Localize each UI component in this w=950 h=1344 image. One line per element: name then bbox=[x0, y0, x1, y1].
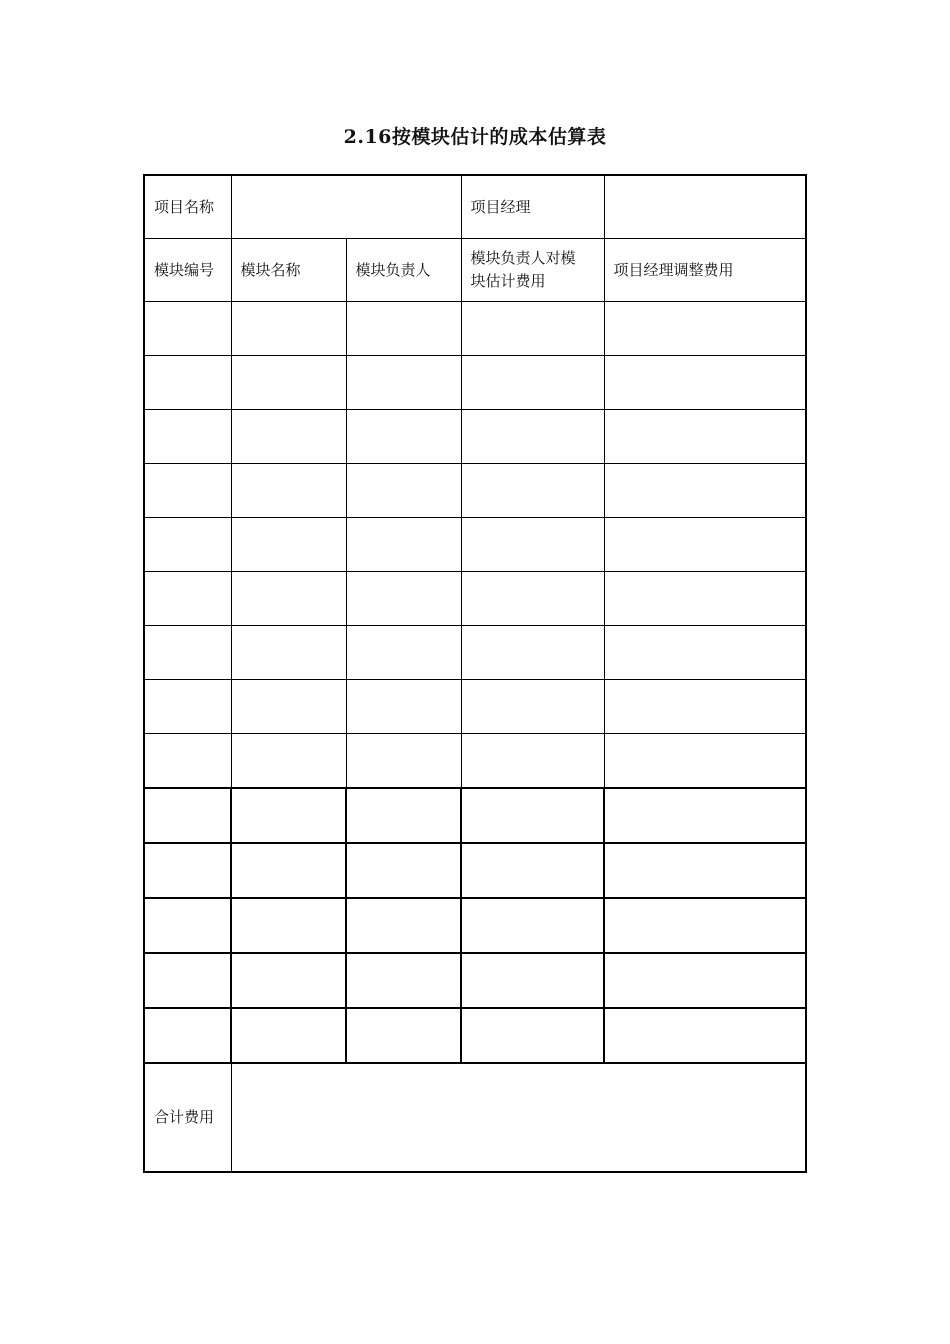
cell-module-id[interactable] bbox=[144, 843, 231, 898]
table-row bbox=[144, 1008, 806, 1063]
cell-module-name[interactable] bbox=[231, 843, 346, 898]
table-row bbox=[144, 410, 806, 464]
cell-module-name[interactable] bbox=[231, 410, 346, 464]
cell-pm-adjusted[interactable] bbox=[604, 464, 806, 518]
table-row bbox=[144, 518, 806, 572]
cell-module-owner[interactable] bbox=[346, 518, 461, 572]
cell-pm-adjusted[interactable] bbox=[604, 356, 806, 410]
cell-owner-estimate[interactable] bbox=[461, 302, 604, 356]
table-row bbox=[144, 953, 806, 1008]
cell-owner-estimate[interactable] bbox=[461, 356, 604, 410]
cell-owner-estimate[interactable] bbox=[461, 464, 604, 518]
cell-module-id[interactable] bbox=[144, 1008, 231, 1063]
cell-module-owner[interactable] bbox=[346, 898, 461, 953]
cell-owner-estimate[interactable] bbox=[461, 788, 604, 843]
page-title: 2.16按模块估计的成本估算表 bbox=[343, 126, 607, 148]
cell-module-owner[interactable] bbox=[346, 1008, 461, 1063]
cell-module-id[interactable] bbox=[144, 518, 231, 572]
cell-owner-estimate[interactable] bbox=[461, 953, 604, 1008]
cell-module-name[interactable] bbox=[231, 518, 346, 572]
cell-module-id[interactable] bbox=[144, 680, 231, 734]
cell-pm-adjusted[interactable] bbox=[604, 680, 806, 734]
cell-pm-adjusted[interactable] bbox=[604, 788, 806, 843]
cell-owner-estimate[interactable] bbox=[461, 1008, 604, 1063]
column-header-module-name: 模块名称 bbox=[231, 239, 346, 302]
table-row bbox=[144, 572, 806, 626]
cell-module-name[interactable] bbox=[231, 356, 346, 410]
cell-module-name[interactable] bbox=[231, 734, 346, 789]
project-manager-field[interactable] bbox=[604, 175, 806, 239]
cell-module-id[interactable] bbox=[144, 410, 231, 464]
cell-module-owner[interactable] bbox=[346, 843, 461, 898]
cell-module-name[interactable] bbox=[231, 953, 346, 1008]
cell-module-name[interactable] bbox=[231, 788, 346, 843]
table-row bbox=[144, 843, 806, 898]
table-row bbox=[144, 356, 806, 410]
cell-pm-adjusted[interactable] bbox=[604, 898, 806, 953]
total-row bbox=[144, 1063, 806, 1172]
cell-pm-adjusted[interactable] bbox=[604, 302, 806, 356]
cell-module-id[interactable] bbox=[144, 626, 231, 680]
cell-pm-adjusted[interactable] bbox=[604, 734, 806, 789]
table-row bbox=[144, 898, 806, 953]
project-manager-label: 项目经理 bbox=[461, 175, 604, 239]
cost-estimate-table bbox=[143, 174, 807, 1173]
cell-module-id[interactable] bbox=[144, 464, 231, 518]
cell-owner-estimate[interactable] bbox=[461, 410, 604, 464]
column-header-pm-adjusted: 项目经理调整费用 bbox=[604, 239, 806, 302]
cell-pm-adjusted[interactable] bbox=[604, 518, 806, 572]
cell-module-owner[interactable] bbox=[346, 302, 461, 356]
cell-owner-estimate[interactable] bbox=[461, 626, 604, 680]
column-header-module-id: 模块编号 bbox=[144, 239, 231, 302]
table-row bbox=[144, 734, 806, 789]
cell-module-id[interactable] bbox=[144, 572, 231, 626]
cell-pm-adjusted[interactable] bbox=[604, 953, 806, 1008]
total-field[interactable] bbox=[231, 1063, 806, 1172]
cell-pm-adjusted[interactable] bbox=[604, 1008, 806, 1063]
project-name-field[interactable] bbox=[231, 175, 461, 239]
cell-module-id[interactable] bbox=[144, 898, 231, 953]
cell-module-id[interactable] bbox=[144, 788, 231, 843]
cell-module-owner[interactable] bbox=[346, 734, 461, 789]
cell-pm-adjusted[interactable] bbox=[604, 843, 806, 898]
cell-module-name[interactable] bbox=[231, 464, 346, 518]
column-header-row bbox=[144, 239, 806, 302]
project-name-label: 项目名称 bbox=[144, 175, 231, 239]
cell-owner-estimate[interactable] bbox=[461, 572, 604, 626]
table-row bbox=[144, 680, 806, 734]
cell-module-id[interactable] bbox=[144, 953, 231, 1008]
cell-module-owner[interactable] bbox=[346, 464, 461, 518]
cell-owner-estimate[interactable] bbox=[461, 680, 604, 734]
cell-module-name[interactable] bbox=[231, 680, 346, 734]
cell-module-id[interactable] bbox=[144, 302, 231, 356]
column-header-module-owner: 模块负责人 bbox=[346, 239, 461, 302]
cell-module-name[interactable] bbox=[231, 898, 346, 953]
cell-module-id[interactable] bbox=[144, 356, 231, 410]
cell-module-name[interactable] bbox=[231, 302, 346, 356]
cell-module-owner[interactable] bbox=[346, 572, 461, 626]
cell-module-owner[interactable] bbox=[346, 788, 461, 843]
cell-owner-estimate[interactable] bbox=[461, 843, 604, 898]
cell-owner-estimate[interactable] bbox=[461, 518, 604, 572]
cell-module-owner[interactable] bbox=[346, 626, 461, 680]
table-row bbox=[144, 788, 806, 843]
cell-module-name[interactable] bbox=[231, 626, 346, 680]
cell-module-owner[interactable] bbox=[346, 410, 461, 464]
cell-module-name[interactable] bbox=[231, 572, 346, 626]
column-header-owner-estimate: 模块负责人对模块估计费用 bbox=[461, 239, 604, 302]
cell-owner-estimate[interactable] bbox=[461, 734, 604, 789]
cell-module-name[interactable] bbox=[231, 1008, 346, 1063]
cell-owner-estimate[interactable] bbox=[461, 898, 604, 953]
project-info-row bbox=[144, 175, 806, 239]
cell-module-owner[interactable] bbox=[346, 953, 461, 1008]
total-label: 合计费用 bbox=[144, 1063, 231, 1172]
cell-module-id[interactable] bbox=[144, 734, 231, 789]
cell-pm-adjusted[interactable] bbox=[604, 626, 806, 680]
table-row bbox=[144, 464, 806, 518]
cell-module-owner[interactable] bbox=[346, 680, 461, 734]
cell-pm-adjusted[interactable] bbox=[604, 410, 806, 464]
table-row bbox=[144, 626, 806, 680]
cell-pm-adjusted[interactable] bbox=[604, 572, 806, 626]
table-row bbox=[144, 302, 806, 356]
cell-module-owner[interactable] bbox=[346, 356, 461, 410]
